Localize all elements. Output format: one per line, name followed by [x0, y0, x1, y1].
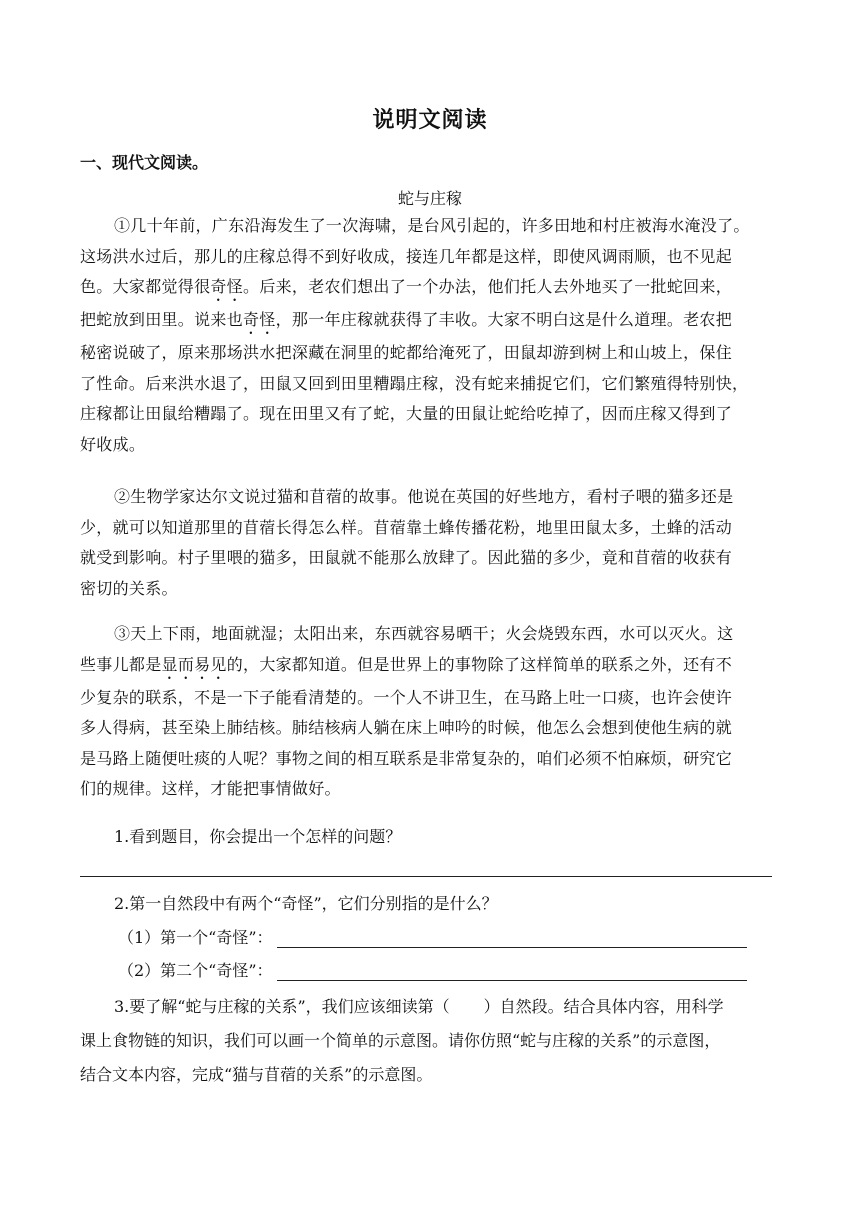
- section-heading: 一、现代文阅读。: [80, 153, 209, 172]
- text-line: ③天上下雨，地面就湿；太阳出来，东西就容易晒干；火会烧毁东西，水可以灭火。这: [114, 624, 734, 643]
- text-span: 些事儿都是: [80, 654, 162, 674]
- text-line: [80, 305, 798, 338]
- text-line: ②生物学家达尔文说过猫和苜蓿的故事。他说在英国的好些地方，看村子喂的猫多还是: [114, 487, 734, 506]
- article-title: 蛇与庄稼: [397, 189, 462, 208]
- question-1: 1.看到题目，你会提出一个怎样的问题？: [114, 827, 402, 846]
- text-line: 好收成。: [80, 434, 146, 454]
- text-line: 就受到影响。村子里喂的猫多，田鼠就不能那么放肆了。因此猫的多少，竟和苜蓿的收获有: [80, 548, 733, 567]
- question-2-sub-1: [118, 925, 747, 948]
- sub-label: （1）第一个“奇怪”：: [118, 928, 273, 947]
- text-line: 秘密说破了，原来那场洪水把深藏在洞里的蛇都给淹死了，田鼠却游到树上和山坡上，保住: [80, 343, 733, 362]
- text-span: 。后来，老农们想出了一个办法，他们托人去外地买了一批蛇回来，: [243, 277, 733, 296]
- paragraph-2: [80, 482, 798, 604]
- paragraph-3: [80, 619, 798, 805]
- text-line: [80, 650, 798, 683]
- text-line: 课上食物链的知识，我们可以画一个简单的示意图。请你仿照“蛇与庄稼的关系”的示意图，: [80, 1031, 721, 1050]
- text-line: [80, 272, 798, 305]
- text-line: 了性命。后来洪水退了，田鼠又回到田里糟蹋庄稼，没有蛇来捕捉它们，它们繁殖得特别快，: [80, 373, 749, 393]
- question-2: 2.第一自然段中有两个“奇怪”，它们分别指的是什么？: [114, 894, 498, 913]
- text-line: [80, 990, 800, 1024]
- text-line: ①几十年前，广东沿海发生了一次海啸，是台风引起的，许多田地和村庄被海水淹没了。: [114, 216, 750, 235]
- answer-blank-2[interactable]: [277, 966, 747, 981]
- text-span: 3.要了解“蛇与庄稼的关系”，我们应该细读第（: [114, 997, 450, 1016]
- emphasized-word: 奇怪: [210, 277, 244, 296]
- emphasized-word: 奇怪: [243, 310, 276, 329]
- text-span: 把蛇放到田里。说来也: [80, 310, 244, 329]
- text-line: 是马路上随便吐痰的人呢？事物之间的相互联系是非常复杂的，咱们必须不怕麻烦，研究它: [80, 748, 733, 768]
- question-2-sub-2: [118, 958, 747, 981]
- question-3: [80, 990, 800, 1092]
- answer-blank-1[interactable]: [277, 933, 747, 948]
- text-line: 密切的关系。: [80, 578, 178, 598]
- text-line: 结合文本内容，完成“猫与苜蓿的关系”的示意图。: [80, 1065, 433, 1084]
- paragraph-1: [80, 211, 798, 460]
- text-line: 这场洪水过后，那儿的庄稼总得不到好收成，接连几年都是这样，即使风调雨顺，也不见起: [80, 246, 733, 266]
- emphasized-word: 显而易见: [161, 654, 227, 674]
- text-span: 的，大家都知道。但是世界上的事物除了这样简单的联系之外，还有不: [226, 654, 733, 674]
- page-title: 说明文阅读: [372, 108, 488, 133]
- text-span: ，那一年庄稼就获得了丰收。大家不明白这是什么道理。老农把: [275, 310, 733, 329]
- text-line: 少，就可以知道那里的苜蓿长得怎么样。苜蓿靠土蜂传播花粉，地里田鼠太多，土蜂的活动: [80, 517, 733, 537]
- text-line: 庄稼都让田鼠给糟蹋了。现在田里又有了蛇，大量的田鼠让蛇给吃掉了，因而庄稼又得到了: [80, 404, 733, 423]
- text-line: 多人得病，甚至染上肺结核。肺结核病人躺在床上呻吟的时候，他怎么会想到使他生病的就: [80, 718, 733, 737]
- text-span: 色。大家都觉得很: [80, 277, 211, 296]
- text-line: 少复杂的联系，不是一下子能看清楚的。一个人不讲卫生，在马路上吐一口痰，也许会使许: [80, 687, 733, 707]
- text-span: ）自然段。结合具体内容，用科学: [483, 997, 724, 1016]
- sub-label: （2）第二个“奇怪”：: [118, 961, 273, 980]
- text-line: 们的规律。这样，才能把事情做好。: [80, 779, 341, 798]
- answer-line-1[interactable]: [80, 876, 772, 877]
